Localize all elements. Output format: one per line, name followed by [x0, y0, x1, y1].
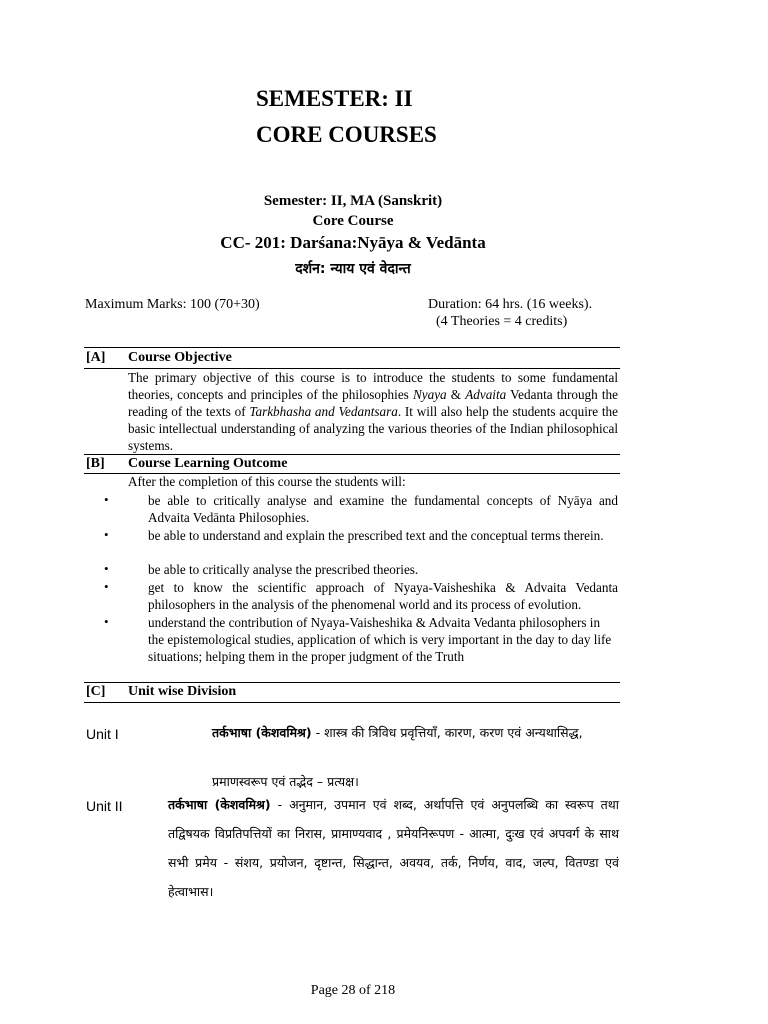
bullet-icon: • — [104, 579, 109, 594]
section-c-title: Unit wise Division — [128, 684, 237, 699]
section-b-label: [B] — [86, 456, 105, 471]
course-hindi-title: दर्शन: न्याय एवं वेदान्त — [295, 261, 411, 277]
page-number: Page 28 of 218 — [310, 983, 396, 998]
outcome-intro: After the completion of this course the students will: — [128, 474, 406, 489]
duration: Duration: 64 hrs. (16 weeks). — [428, 297, 593, 312]
unit-description: तर्कभाषा (केशवमिश्र) - अनुमान, उपमान एवं शब्द, अर्थापत्ति एवं अनुपलब्धि का स्वरूप तथा तद्विषयक विप्रतिपत्तियों का निरास, प्रामाण्यवाद , प्रमेयनिरूपण - आत्मा, दुःख एवं अपवर्ग के साथ सभी प्रमेय - संशय, प्रयोजन, दृष्टान्त, सिद्धान्त, अवयव, तर्क, निर्णय, वाद, जल्प, वितण्डा एवं हेत्वाभास। — [168, 797, 619, 899]
section-b-title: Course Learning Outcome — [128, 456, 288, 471]
section-c-label: [C] — [86, 684, 106, 699]
semester-heading: SEMESTER: II — [256, 86, 413, 111]
divider — [84, 702, 620, 703]
list-item: get to know the scientific approach of Nyaya-Vaisheshika & Advaita Vedanta philosophers in the analysis of the phenomenal world and its process of evolution. — [148, 580, 618, 612]
section-a-title: Course Objective — [128, 350, 232, 365]
unit-label: Unit I — [86, 726, 119, 742]
core-courses-heading: CORE COURSES — [256, 122, 437, 147]
bullet-icon: • — [104, 527, 109, 542]
list-item: be able to critically analyse the prescribed theories. — [148, 562, 419, 577]
list-item: be able to critically analyse and examine the fundamental concepts of Nyāya and Advaita Vedānta Philosophies. — [148, 493, 618, 525]
credits: (4 Theories = 4 credits) — [436, 314, 568, 329]
unit-label: Unit II — [86, 798, 123, 814]
unit-description: तर्कभाषा (केशवमिश्र) - शास्त्र की त्रिविध प्रवृत्तियाँ, कारण, करण एवं अन्यथासिद्ध, — [212, 725, 583, 740]
semester-line: Semester: II, MA (Sanskrit) — [263, 193, 443, 209]
divider — [84, 682, 620, 683]
course-objective-text: The primary objective of this course is to introduce the students to some fundamental theories, concepts and principles of the philosophies Nyaya & Advaita Vedanta through the reading of the texts of Tarkbhasha and Vedantsara. It will also help the students acquire the basic intellectual understanding of analyzing the various theories of the Indian philosophical systems. — [128, 370, 618, 453]
divider — [84, 454, 620, 455]
list-item: be able to understand and explain the prescribed text and the conceptual terms therein. — [148, 528, 604, 543]
divider — [84, 347, 620, 348]
section-a-label: [A] — [86, 350, 106, 365]
unit-description-line2: प्रमाणस्वरूप एवं तद्भेद – प्रत्यक्ष। — [212, 774, 359, 789]
bullet-icon: • — [104, 614, 109, 629]
list-item: understand the contribution of Nyaya-Vaisheshika & Advaita Vedanta philosophers in the epistemological studies, application of which is very important in the day to day life situations; helping them in the proper judgment of the Truth — [148, 615, 612, 664]
bullet-icon: • — [104, 561, 109, 576]
course-code-title: CC- 201: Darśana:Nyāya & Vedānta — [220, 233, 486, 252]
bullet-icon: • — [104, 492, 109, 507]
course-type-line: Core Course — [312, 213, 394, 229]
maximum-marks: Maximum Marks: 100 (70+30) — [85, 297, 260, 312]
